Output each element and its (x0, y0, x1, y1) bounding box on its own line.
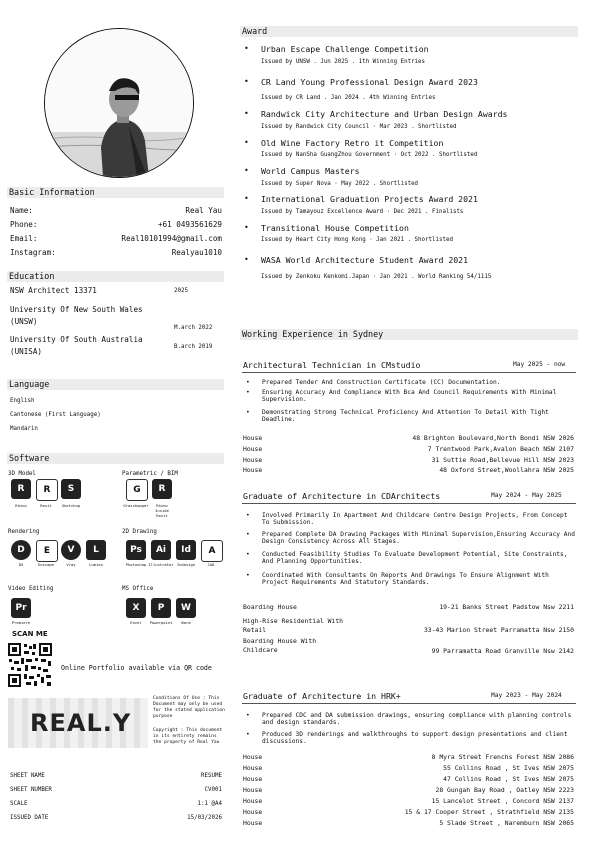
bullet-dot: • (246, 531, 250, 538)
job-date: May 2025 - now (513, 361, 566, 368)
project-address: 99 Parramatta Road Granville Nsw 2142 (431, 647, 574, 655)
bullet-dot: • (244, 166, 249, 175)
bullet-dot: • (246, 572, 250, 579)
project-type: Boarding House (243, 603, 297, 611)
job-bullet: Produced 3D renderings and walkthroughs to support design presentations and client discussions. (262, 731, 568, 746)
project-address: 47 Collins Road , St Ives NSW 2075 (443, 775, 574, 783)
bullet-dot: • (246, 731, 250, 738)
sheet-name-value: RESUME (201, 773, 222, 779)
software-group-title: Rendering (8, 529, 40, 535)
education-year: B.arch 2019 (174, 344, 213, 350)
project-address: 5 Slade Street , Naremburn NSW 2065 (439, 819, 574, 827)
project-address: 19-21 Banks Street Padstow Nsw 2211 (439, 603, 574, 611)
software-label: Photoshop (125, 562, 147, 567)
sheet-number-label: SHEET NUMBER (10, 787, 52, 793)
software-label: Powerpoint (149, 620, 173, 625)
bullet-dot: • (244, 44, 249, 53)
software-label: D5 (18, 562, 24, 567)
project-address: 15 & 17 Cooper Street , Strathfield NSW 2135 (404, 808, 574, 816)
software-label: Word (181, 620, 191, 625)
divider (242, 703, 576, 704)
rhino-icon: R (11, 479, 31, 499)
lumion-icon: L (86, 540, 106, 560)
revit-icon: R (36, 479, 58, 501)
photoshop-icon: Ps (126, 540, 146, 560)
award-detail: Issued by Super Nova · May 2022 . Shortlisted (261, 181, 419, 187)
bullet-dot: • (244, 255, 249, 264)
award-detail: Issued by NanSha GuangZhou Government · Oct 2022 . Shortlisted (261, 152, 478, 158)
software-label: Excel (130, 620, 142, 625)
realy-logo (8, 698, 148, 748)
bullet-dot: • (244, 77, 249, 86)
job-bullet: Prepared Complete DA Drawing Packages With Minimal Supervision,Ensuring Accuracy And Design Consistency Across All Stages. (262, 531, 575, 546)
conditions-of-use: Conditions Of Use : This Document may only be used for the stated application purpose (153, 696, 225, 719)
software-label: Sketchup (61, 503, 81, 508)
award-title: CR Land Young Professional Design Award 2023 (261, 77, 478, 87)
job-title: Graduate of Architecture in CDArchitects (243, 491, 441, 501)
software-label: Grasshopper (123, 503, 149, 508)
project-type: House (243, 808, 263, 816)
project-address: 7 Trentwood Park,Avalon Beach NSW 2107 (427, 445, 574, 453)
portrait-illustration (45, 29, 193, 177)
education-item: NSW Architect 13371 (10, 286, 97, 295)
language-item: Mandarin (10, 426, 38, 432)
bullet-dot: • (246, 551, 250, 558)
software-label: Premiere (11, 620, 31, 625)
language-item: English (10, 398, 35, 404)
project-type: House (243, 466, 263, 474)
project-type: High-Rise Residential With Retail (243, 617, 344, 634)
profile-photo (44, 28, 194, 178)
project-type: House (243, 456, 263, 464)
work-heading: Working Experience in Sydney (240, 329, 578, 340)
education-year: M.arch 2022 (174, 325, 213, 331)
software-label: Rhino Inside Revit (155, 503, 169, 518)
project-type: House (243, 445, 263, 453)
software-label: Lumion (89, 562, 103, 567)
award-title: Urban Escape Challenge Competition (261, 44, 429, 54)
award-detail: Issued by Randwick City Council · Mar 2023 . Shortlisted (261, 124, 457, 130)
award-detail: Issued by Heart City Hong Kong · Jan 2021 . Shortlisted (261, 237, 453, 243)
software-group-title: Parametric / BIM (122, 471, 178, 477)
software-label: Vray (66, 562, 76, 567)
logo-text: REAL.Y (30, 709, 132, 737)
project-address: 8 Myra Street Frenchs Forest NSW 2086 (431, 753, 574, 761)
bullet-dot: • (246, 712, 250, 719)
scale-label: SCALE (10, 801, 28, 807)
basic-info-heading: Basic Information (7, 187, 224, 198)
bullet-dot: • (246, 379, 250, 386)
job-date: May 2023 - May 2024 (491, 692, 562, 699)
phone-value: +61 0493561629 (157, 220, 222, 229)
software-label: Rhino (15, 503, 27, 508)
award-title: World Campus Masters (261, 166, 360, 176)
sketchup-icon: S (61, 479, 81, 499)
bullet-dot: • (246, 389, 250, 396)
project-type: Boarding House With Childcare (243, 637, 317, 654)
project-address: 31 Suttie Road,Bellevue Hill NSW 2023 (431, 456, 574, 464)
project-type: House (243, 434, 263, 442)
award-title: Transitional House Competition (261, 223, 409, 233)
enscape-icon: E (36, 540, 58, 562)
software-label: Illustrator (148, 562, 174, 567)
qr-caption: Online Portfolio available via QR code (61, 664, 212, 672)
software-label: Revit (40, 503, 52, 508)
divider (242, 372, 576, 373)
d5-icon: D (11, 540, 31, 560)
job-bullet: Conducted Feasibility Studies To Evaluate Development Potential, Site Constraints, And Planning Opportunities. (262, 551, 568, 566)
software-group-title: MS Office (122, 586, 154, 592)
sheet-number-value: CV001 (204, 787, 222, 793)
job-title: Architectural Technician in CMstudio (243, 360, 421, 370)
premiere-icon: Pr (11, 598, 31, 618)
job-date: May 2024 - May 2025 (491, 492, 562, 499)
indesign-icon: Id (176, 540, 196, 560)
project-address: 55 Collins Road , St Ives NSW 2075 (443, 764, 574, 772)
qr-code[interactable] (7, 642, 53, 688)
name-value: Real Yau (185, 206, 222, 215)
project-type: House (243, 797, 263, 805)
project-address: 33-43 Marion Street Parramatta Nsw 2150 (423, 626, 574, 634)
bullet-dot: • (244, 109, 249, 118)
email-value: Real10101994@gmail.com (121, 234, 222, 243)
job-bullet: Involved Primarily In Apartment And Childcare Centre Design Projects, From Concept To Submission. (262, 512, 568, 527)
project-address: 15 Lancelot Street , Concord NSW 2137 (431, 797, 574, 805)
award-detail: Issued by CR Land . Jan 2024 . 4th Winning Entries (261, 95, 436, 101)
project-type: House (243, 775, 263, 783)
job-bullet: Prepared CDC and DA submission drawings, ensuring compliance with planning controls and design standards. (262, 712, 572, 727)
rhino-inside-revit-icon: R (152, 479, 172, 499)
excel-icon: X (126, 598, 146, 618)
bullet-dot: • (244, 223, 249, 232)
education-item: University Of New South Wales (UNSW) (10, 305, 143, 326)
education-heading: Education (7, 271, 224, 282)
project-type: House (243, 786, 263, 794)
language-item: Cantonese (First Language) (10, 412, 101, 418)
award-title: Old Wine Factory Retro it Competition (261, 138, 444, 148)
phone-label: Phone: (10, 220, 38, 229)
instagram-value: Realyau1010 (171, 248, 222, 257)
word-icon: W (176, 598, 196, 618)
bullet-dot: • (244, 138, 249, 147)
project-address: 48 Oxford Street,Woollahra NSW 2025 (439, 466, 574, 474)
issued-date-value: 15/03/2026 (187, 815, 222, 821)
software-group-title: 2D Drawing (122, 529, 157, 535)
email-label: Email: (10, 234, 38, 243)
software-group-title: 3D Model (8, 471, 36, 477)
job-bullet: Prepared Tender And Construction Certificate (CC) Documentation. (262, 379, 501, 386)
software-group-title: Video Editing (8, 586, 54, 592)
award-detail: Issued by UNSW . Jun 2025 . 1th Winning Entries (261, 59, 426, 65)
language-heading: Language (7, 379, 224, 390)
name-label: Name: (10, 206, 33, 215)
scan-me-label: SCAN ME (12, 630, 48, 638)
project-type: House (243, 764, 263, 772)
divider (242, 503, 576, 504)
software-heading: Software (7, 453, 224, 464)
bullet-dot: • (246, 409, 250, 416)
software-label: Enscape (37, 562, 54, 567)
illustrator-icon: Ai (151, 540, 171, 560)
cad-icon: A (201, 540, 223, 562)
grasshopper-icon: G (126, 479, 148, 501)
instagram-label: Instagram: (10, 248, 56, 257)
job-bullet: Demonstrating Strong Technical Proficiency And Attention To Detail With Tight Deadline. (262, 409, 549, 424)
software-label: CAD (207, 562, 215, 567)
award-title: International Graduation Projects Award 2021 (261, 194, 478, 204)
award-detail: Issued by Tamayouz Excellence Award · Dec 2021 . Finalists (261, 209, 464, 215)
bullet-dot: • (246, 512, 250, 519)
vray-icon: V (61, 540, 81, 560)
bullet-dot: • (244, 194, 249, 203)
job-title: Graduate of Architecture in HRK+ (243, 691, 401, 701)
powerpoint-icon: P (151, 598, 171, 618)
job-bullet: Ensuring Accuracy And Compliance With Bca And Council Requirements With Minimal Supervision. (262, 389, 557, 404)
award-heading: Award (240, 26, 578, 37)
copyright-note: Copyright : This document in its entirety remains the property of Real Yau (153, 728, 223, 745)
education-year: 2025 (174, 288, 188, 294)
project-type: House (243, 753, 263, 761)
award-detail: Issued by Zenkoku Kenkomi.Japan · Jan 2021 . World Ranking 54/1115 (261, 274, 492, 280)
project-address: 48 Brighton Boulevard,North Bondi NSW 2026 (412, 434, 574, 442)
software-label: Indesign (176, 562, 196, 567)
scale-value: 1:1 @A4 (197, 801, 222, 807)
issued-date-label: ISSUED DATE (10, 815, 49, 821)
award-title: Randwick City Architecture and Urban Design Awards (261, 109, 508, 119)
education-item: University Of South Australia (UNISA) (10, 335, 143, 356)
award-title: WASA World Architecture Student Award 2021 (261, 255, 469, 265)
job-bullet: Coordinated With Consultants On Reports And Drawings To Ensure Alignment With Project Requirements And Statutory Standards. (262, 572, 549, 587)
sheet-name-label: SHEET NAME (10, 773, 45, 779)
project-address: 28 Gungah Bay Road , Oatley NSW 2223 (435, 786, 574, 794)
project-type: House (243, 819, 263, 827)
